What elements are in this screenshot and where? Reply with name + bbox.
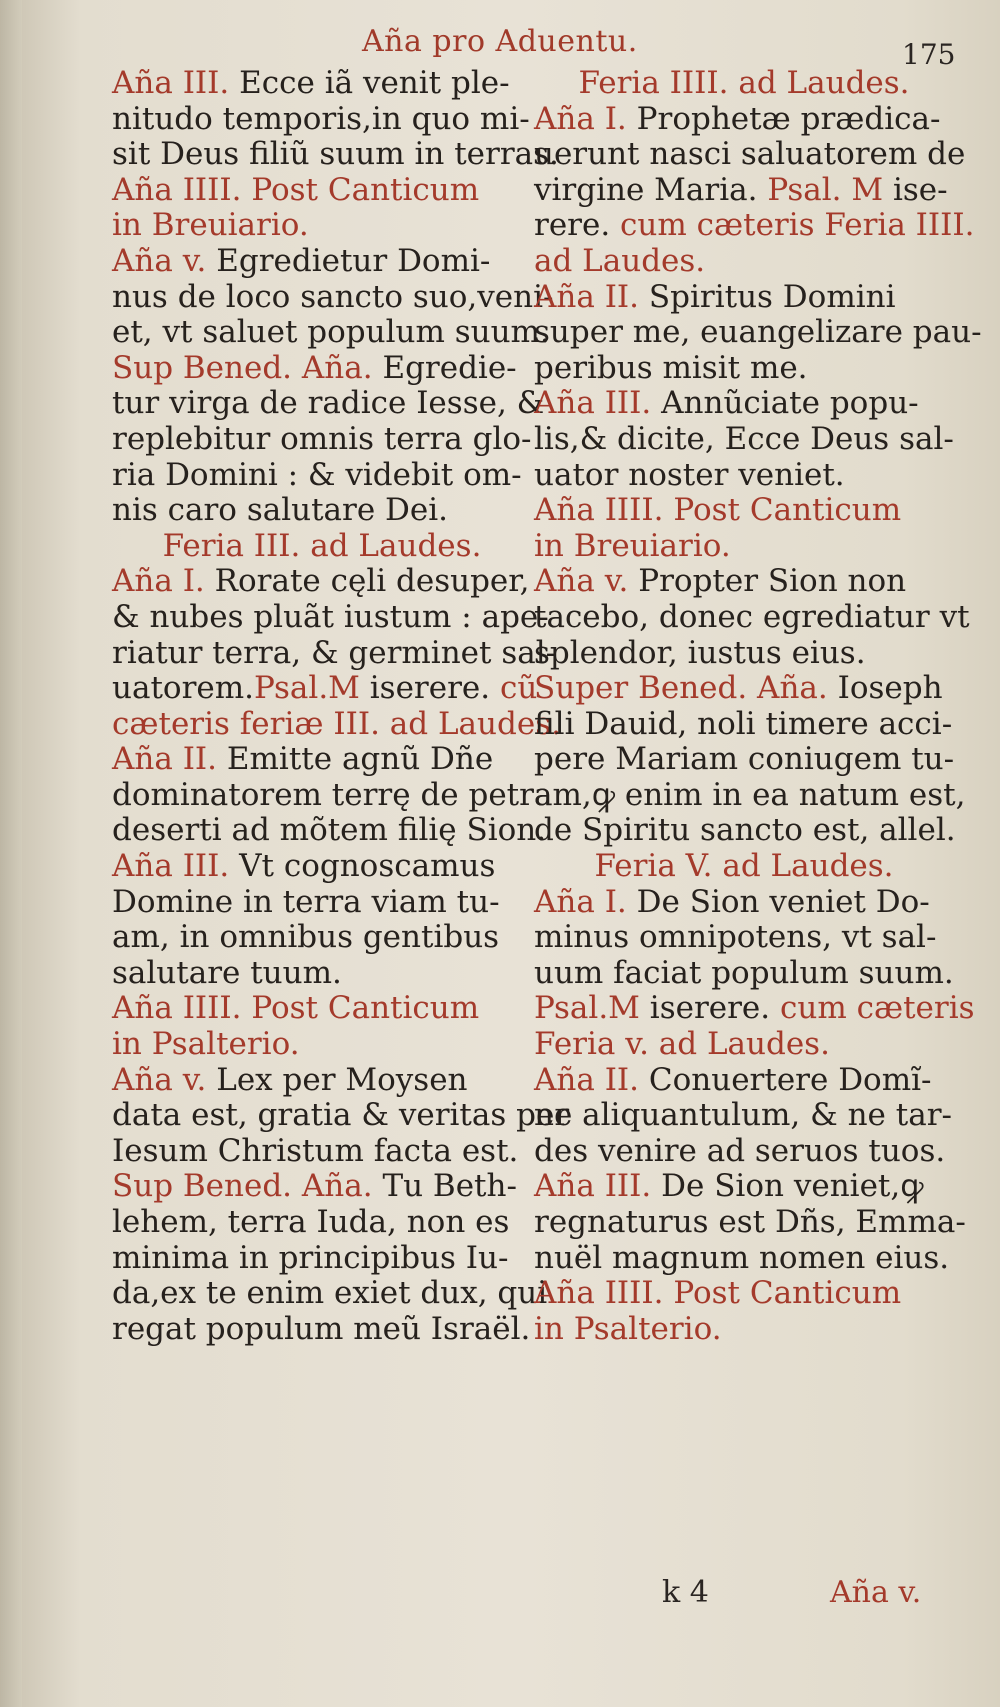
text-line: [112, 812, 547, 849]
body-text: salutare tuum.: [112, 954, 342, 991]
text-line: [112, 208, 532, 244]
body-text: Propter Sion non: [638, 563, 907, 600]
body-text: uatorem.: [112, 670, 254, 707]
text-line: [112, 1134, 532, 1170]
rubric-text: Aña II.: [534, 278, 649, 315]
text-line: [534, 1276, 954, 1312]
body-text: deserti ad mõtem filię Sion.: [112, 812, 547, 849]
body-text: minus omnipotens, vt sal-: [534, 919, 937, 956]
text-line: [534, 66, 954, 102]
book-page: [22, 0, 1000, 1707]
text-line: [112, 634, 557, 672]
rubric-text: in Breuiario.: [534, 527, 731, 564]
body-text: Emitte agnũ Dñe: [226, 741, 494, 778]
body-text: minima in principibus Iu-: [112, 1239, 509, 1276]
text-line: [112, 1063, 532, 1099]
text-line: [534, 564, 954, 600]
body-text: lis,& dicite, Ecce Deus sal-: [534, 420, 954, 457]
rubric-text: Feria V. ad Laudes.: [594, 848, 894, 885]
text-line: [534, 1312, 954, 1348]
text-line: [534, 386, 954, 422]
body-text: de Spiritu sancto est, allel.: [534, 812, 956, 849]
text-line: [534, 458, 954, 494]
text-line: [534, 742, 954, 778]
text-line: [112, 920, 532, 956]
text-line: [534, 351, 954, 387]
text-line: [534, 813, 954, 849]
rubric-text: Psal. M: [767, 171, 893, 208]
body-text: Prophetæ prædica-: [636, 100, 941, 137]
body-text: Egredie-: [382, 349, 517, 386]
body-text: virgine Maria.: [534, 171, 768, 208]
body-text: uerunt nasci saluatorem de: [534, 136, 966, 173]
body-text: da,ex te enim exiet dux, qui: [112, 1275, 548, 1312]
text-line: [112, 278, 554, 316]
text-line: [112, 956, 532, 992]
body-text: nitudo temporis,in quo mi-: [112, 100, 530, 137]
body-text: uum faciat populum suum.: [534, 954, 954, 991]
body-text: ise-: [892, 171, 948, 208]
text-line: [534, 207, 975, 244]
body-text: Ecce iã venit ple-: [239, 65, 510, 101]
text-line: [534, 244, 954, 280]
text-line: [534, 1063, 954, 1099]
text-line: [534, 529, 954, 565]
text-line: [112, 598, 549, 636]
text-line: [534, 636, 954, 672]
text-line: [112, 136, 559, 173]
body-text: lehem, terra Iuda, non es: [112, 1204, 510, 1240]
text-line: [112, 991, 532, 1027]
text-line: [112, 1205, 532, 1241]
rubric-text: Aña III.: [534, 385, 662, 422]
left-column: [112, 65, 570, 1347]
text-line: [112, 314, 550, 351]
text-line: [534, 314, 982, 351]
rubric-text: in Psalterio.: [112, 1026, 300, 1063]
text-line: [112, 173, 532, 209]
page-header: [22, 18, 1000, 71]
body-text: Egredietur Domi-: [216, 242, 491, 279]
text-line: [112, 742, 532, 778]
body-text: & nubes pluãt iustum : ape-: [112, 598, 549, 635]
body-text: Lex per Moysen: [216, 1061, 468, 1098]
rubric-text: Sup Bened. Aña.: [112, 1168, 383, 1205]
rubric-text: in Breuiario.: [112, 207, 309, 244]
rubric-text: Psal.M: [253, 670, 370, 707]
text-line: [112, 493, 532, 529]
rubric-text: Aña III.: [112, 65, 240, 101]
body-text: Vt cognoscamus: [239, 848, 496, 885]
text-line: [534, 990, 975, 1027]
rubric-text: Aña v.: [112, 1061, 217, 1098]
body-text: Rorate cęli desuper,: [214, 563, 530, 600]
body-text: De Sion veniet,ꝙ: [661, 1168, 924, 1205]
text-line: [534, 956, 954, 992]
body-text: riatur terra, & germinet sal-: [112, 634, 557, 671]
body-text: Annũciate popu-: [661, 385, 919, 422]
rubric-text: Aña IIII. Post Canticum: [112, 171, 480, 208]
text-line: [534, 493, 954, 529]
rubric-text: Aña I.: [534, 883, 637, 920]
body-text: Domine in terra viam tu-: [112, 883, 500, 920]
rubric-text: cæteris feriæ III. ad Laudes.: [112, 705, 561, 742]
body-text: am, in omnibus gentibus: [112, 919, 500, 956]
text-line: [112, 564, 532, 600]
body-text: replebitur omnis terra glo-: [112, 420, 532, 457]
body-text: nus de loco sancto suo,veni-: [112, 278, 554, 315]
body-text: iserere.: [369, 670, 500, 707]
text-line: [112, 849, 532, 885]
rubric-text: Super Bened. Aña.: [534, 670, 838, 707]
text-line: [534, 671, 954, 707]
running-title: Aña pro Aduentu.: [362, 24, 638, 59]
text-line: [534, 849, 954, 885]
text-line: [112, 705, 561, 743]
body-text: iserere.: [649, 990, 780, 1027]
rubric-text: Aña v.: [534, 563, 639, 600]
text-line: [112, 102, 532, 138]
text-line: [534, 1204, 966, 1241]
binding-gutter: [0, 0, 22, 1707]
text-line: [112, 1312, 532, 1348]
body-text: et, vt saluet populum suum.: [112, 314, 550, 351]
text-line: [534, 1241, 954, 1277]
body-text: sit Deus filiũ suum in terras.: [112, 136, 559, 173]
text-line: [112, 529, 532, 565]
rubric-text: Psal.M: [534, 990, 650, 1027]
text-line: [112, 1241, 532, 1277]
body-text: tur virga de radice Iesse, &: [112, 385, 545, 422]
body-text: Iesum Christum facta est.: [112, 1132, 519, 1169]
text-line: [112, 422, 532, 458]
body-text: De Sion veniet Do-: [636, 883, 930, 920]
rubric-text: Aña IIII. Post Canticum: [534, 1275, 902, 1312]
body-text: am,ꝙ enim in ea natum est,: [534, 776, 966, 813]
text-line: [112, 776, 553, 814]
text-line: [534, 885, 954, 921]
body-text: nuël magnum nomen eius.: [534, 1239, 950, 1276]
body-text: splendor, iustus eius.: [534, 634, 866, 671]
rubric-text: cum cæteris: [780, 990, 975, 1027]
body-text: Conuertere Domĩ-: [648, 1061, 932, 1098]
rubric-text: Feria v. ad Laudes.: [534, 1026, 830, 1063]
body-text: regnaturus est Dñs, Emma-: [534, 1204, 966, 1240]
body-text: rere.: [534, 207, 621, 244]
rubric-text: Aña I.: [112, 563, 215, 600]
text-line: [534, 920, 954, 956]
body-text: dominatorem terrę de petra: [112, 776, 553, 813]
page-number: 175: [902, 38, 956, 71]
text-line: [534, 1169, 954, 1205]
rubric-text: Aña III.: [534, 1168, 662, 1205]
text-line: [112, 885, 532, 921]
page-footer: [22, 1575, 1000, 1625]
rubric-text: cũ: [499, 670, 538, 707]
body-text: ria Domini : & videbit om-: [112, 456, 522, 493]
text-line: [534, 1027, 954, 1063]
text-line: [534, 173, 954, 209]
rubric-text: Aña II.: [112, 741, 227, 778]
body-text: pere Mariam coniugem tu-: [534, 741, 955, 778]
text-line: [534, 1098, 954, 1134]
rubric-text: ad Laudes.: [534, 242, 706, 279]
body-text: tacebo, donec egrediatur vt: [534, 598, 970, 635]
text-line: [534, 280, 954, 316]
text-line: [534, 1134, 954, 1170]
right-column: [534, 65, 982, 1347]
body-text: nis caro salutare Dei.: [112, 492, 449, 529]
rubric-text: Feria III. ad Laudes.: [162, 527, 482, 564]
body-text: fili Dauid, noli timere acci-: [534, 705, 953, 742]
body-text: Ioseph: [837, 670, 943, 707]
text-line: [534, 776, 966, 814]
text-line: [112, 244, 532, 280]
text-line: [534, 707, 954, 743]
rubric-text: Aña III.: [112, 848, 240, 885]
body-text: ne aliquantulum, & ne tar-: [534, 1097, 952, 1134]
text-line: [534, 136, 966, 173]
body-text: data est, gratia & veritas per: [112, 1097, 570, 1134]
signature-mark: k 4: [662, 1575, 709, 1610]
rubric-text: Aña v.: [112, 242, 217, 279]
text-line: [534, 598, 970, 636]
rubric-text: Aña I.: [534, 100, 637, 137]
text-line: [112, 1097, 570, 1134]
body-text: regat populum meũ Israël.: [112, 1310, 531, 1347]
text-line: [112, 670, 538, 707]
rubric-text: Aña IIII. Post Canticum: [112, 990, 480, 1027]
body-text: Tu Beth-: [382, 1168, 517, 1205]
text-line: [112, 385, 545, 422]
rubric-text: Feria IIII. ad Laudes.: [578, 65, 910, 101]
rubric-text: in Psalterio.: [534, 1310, 722, 1347]
body-text: super me, euangelizare pau-: [534, 314, 982, 351]
body-text: des venire ad seruos tuos.: [534, 1132, 946, 1169]
text-line: [112, 66, 532, 102]
text-line: [112, 1027, 532, 1063]
text-line: [534, 102, 954, 138]
text-line: [112, 1169, 532, 1205]
rubric-text: Aña II.: [534, 1061, 649, 1098]
rubric-text: Sup Bened. Aña.: [112, 349, 383, 386]
text-line: [112, 458, 532, 494]
text-line: [112, 1275, 548, 1312]
rubric-text: cum cæteris Feria IIII.: [620, 207, 975, 244]
body-text: uator noster veniet.: [534, 456, 845, 493]
rubric-text: Aña IIII. Post Canticum: [534, 492, 902, 529]
body-text: Spiritus Domini: [648, 278, 896, 315]
text-line: [534, 422, 954, 458]
body-text: peribus misit me.: [534, 349, 808, 386]
text-line: [112, 351, 532, 387]
catchword: Aña v.: [830, 1575, 922, 1610]
